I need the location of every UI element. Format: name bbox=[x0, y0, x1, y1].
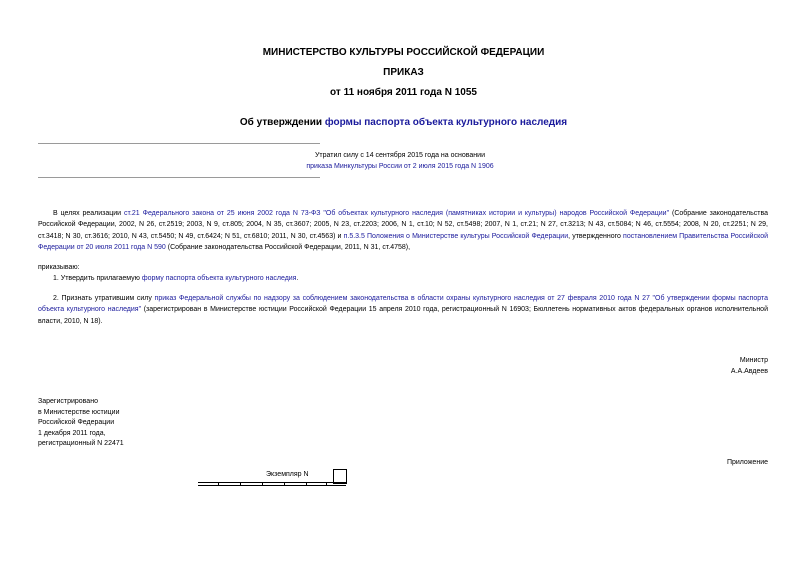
item-2-link[interactable]: приказ Федеральной службы по надзору за соблюдением законодательства в области охраны культурного наследия от 27 февраля 2010 года N 27 "Об утверждении формы паспорта объекта культурного наследия" bbox=[38, 295, 768, 314]
item-1-text: 1. Утвердить прилагаемую bbox=[53, 275, 142, 282]
preamble-text-2: (Собрание законодательства Российской Федерации, 2002, N 26, ст.2519; 2003, N 9, ст.805; 2004, N 35, ст.3607; 2005, N 23, ст.2203; 2006, N 1, ст.10; N 52, ст.5498; 2007, N 1, ст.21; N 27, ст.3213; N 43, ст.5084; N 46, ст.5554; 2008, N 20, ст.2251; N 29, ст.3418; N 30, ст.3616; 2010, N 43, ст.5450; N 49, ст.6424; N 51, ст.6810; 2011, N 30, ст.4563) и bbox=[38, 210, 769, 240]
signature-name: А.А.Авдеев bbox=[730, 367, 768, 375]
item-1-end: . bbox=[296, 275, 299, 282]
form-table-bottom-line bbox=[198, 485, 346, 486]
preamble-text-1: В целях реализации bbox=[53, 210, 125, 217]
status-note-link[interactable]: приказа Минкультуры России от 2 июля 2015 года N 1906 bbox=[306, 162, 494, 170]
preamble-link-law[interactable]: ст.21 Федерального закона от 25 июня 2002 года N 73-ФЗ "Об объектах культурного наследия (памятниках истории и культуры) народов Российской Федерации" bbox=[124, 210, 670, 217]
registration-line-2: в Министерстве юстиции bbox=[38, 408, 120, 416]
title-link[interactable]: формы паспорта объекта культурного наследия bbox=[324, 117, 568, 128]
form-table-divider bbox=[326, 482, 327, 486]
order-word: приказываю: bbox=[38, 264, 80, 271]
preamble-link-regulation[interactable]: п.5.3.5 Положения о Министерстве культуры Российской Федерации bbox=[343, 232, 569, 240]
form-table-divider bbox=[262, 482, 263, 486]
item-2-text: 2. Признать утратившим силу bbox=[53, 295, 155, 302]
item-1-link[interactable]: форму паспорта объекта культурного наследия bbox=[141, 275, 297, 282]
registration-line-5: регистрационный N 22471 bbox=[38, 440, 124, 448]
registration-line-4: 1 декабря 2011 года, bbox=[38, 429, 106, 437]
form-table-top-line bbox=[198, 482, 346, 483]
bottom-rule bbox=[38, 177, 320, 178]
ministry-heading: МИНИСТЕРСТВО КУЛЬТУРЫ РОССИЙСКОЙ ФЕДЕРАЦИИ bbox=[262, 47, 545, 58]
form-table-divider bbox=[218, 482, 219, 486]
registration-block bbox=[38, 397, 124, 450]
signature-position: Министр bbox=[739, 357, 768, 364]
doc-type-heading: ПРИКАЗ bbox=[383, 67, 424, 78]
form-table-divider bbox=[240, 482, 241, 486]
item-1 bbox=[38, 273, 768, 284]
registration-line-3: Российской Федерации bbox=[38, 419, 115, 427]
appendix-label: Приложение bbox=[726, 459, 768, 466]
status-note-line1: Утратил силу с 14 сентября 2015 года на основании bbox=[314, 152, 485, 159]
signature-block bbox=[600, 356, 768, 377]
status-note bbox=[250, 151, 550, 172]
preamble-paragraph bbox=[38, 208, 768, 253]
item-2 bbox=[38, 293, 768, 327]
copy-number-label: Экземпляр N bbox=[266, 471, 309, 478]
preamble-text-3: , утвержденного bbox=[568, 232, 624, 240]
title-prefix: Об утверждении bbox=[239, 117, 325, 128]
registration-line-1: Зарегистрировано bbox=[38, 398, 98, 405]
date-number-heading: от 11 ноября 2011 года N 1055 bbox=[330, 87, 477, 98]
top-rule bbox=[38, 143, 320, 144]
document-title bbox=[0, 117, 807, 128]
preamble-text-4: (Собрание законодательства Российской Федерации, 2011, N 31, ст.4758), bbox=[165, 243, 411, 251]
item-2-end: (зарегистрирован в Министерстве юстиции Российской Федерации 15 апреля 2010 года, регистрационный N 16903; Бюллетень нормативных актов федеральных органов исполнительной власти, 2010, N 18). bbox=[38, 306, 768, 325]
form-table-divider bbox=[284, 482, 285, 486]
preamble-link-decree[interactable]: постановлением Правительства Российской Федерации от 20 июля 2011 года N 590 bbox=[38, 232, 769, 251]
form-table-divider bbox=[306, 482, 307, 486]
